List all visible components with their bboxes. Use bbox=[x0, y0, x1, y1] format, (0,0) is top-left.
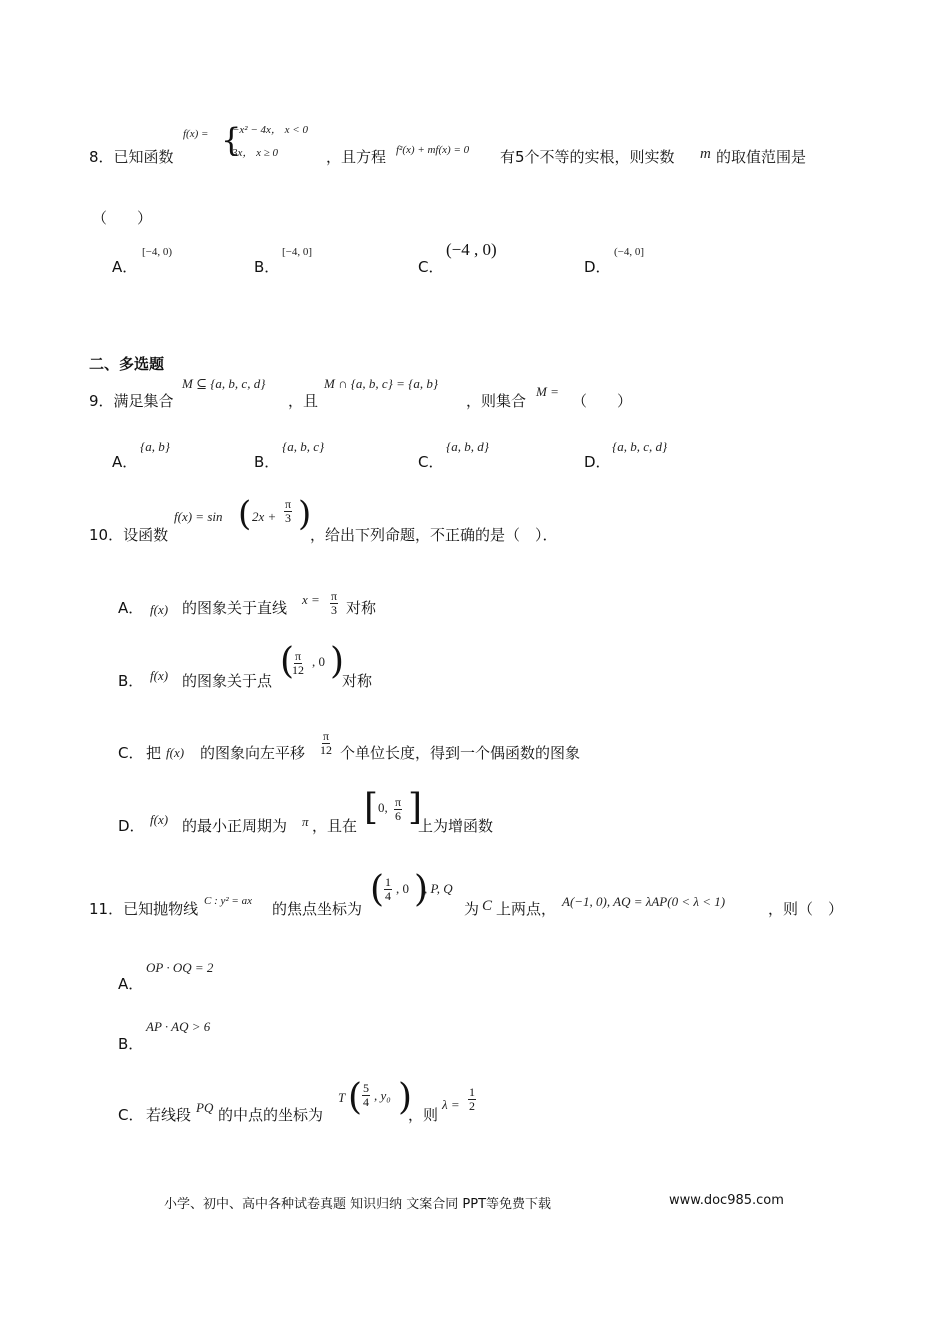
q10-d-fx: f(x) bbox=[150, 812, 169, 827]
q8-mid: ，且方程 bbox=[326, 148, 387, 166]
footer-url[interactable]: www.doc985.com bbox=[669, 1193, 784, 1208]
q10-func-frac-den: 3 bbox=[285, 511, 292, 525]
q11-focus-den: 4 bbox=[385, 889, 391, 903]
q11-c-lambda: λ = bbox=[442, 1097, 460, 1112]
q9-option-d-label: D． bbox=[584, 453, 611, 471]
q10-c-fraction bbox=[320, 730, 332, 757]
q11-focus-zero: , 0 bbox=[396, 881, 409, 896]
q9-option-a-value: {a, b} bbox=[140, 439, 170, 454]
q10-b-frac-den: 12 bbox=[292, 663, 304, 677]
q11-c-lambda-den: 2 bbox=[469, 1099, 475, 1113]
q10-a-label: A． bbox=[118, 599, 144, 617]
q11-pq: , P, Q bbox=[424, 881, 453, 896]
q11-c-text-3: ，则 bbox=[408, 1106, 439, 1124]
q11-mid-2: 为 bbox=[464, 900, 480, 918]
q10-a-fraction bbox=[330, 590, 338, 617]
q10-number: 10． bbox=[89, 526, 124, 544]
q9-prefix: 满足集合 bbox=[113, 392, 174, 410]
q9-number: 9． bbox=[89, 392, 114, 410]
q11-focus-fraction bbox=[384, 876, 392, 903]
q11-c-frac-den: 4 bbox=[363, 1095, 369, 1109]
q11-c-text-1: 若线段 bbox=[146, 1106, 192, 1124]
q11-number-and-prefix bbox=[89, 898, 198, 919]
q9-condition-2: M ∩ {a, b, c} = {a, b} bbox=[324, 376, 439, 391]
q10-d-text-2: ，且在 bbox=[312, 817, 358, 835]
footer-text: 小学、初中、高中各种试卷真题 知识归纳 文案合同 PPT等免费下载 bbox=[164, 1197, 552, 1212]
q11-c: C bbox=[482, 898, 493, 914]
q10-a-text-2: 对称 bbox=[346, 599, 377, 617]
q8-brace: { bbox=[221, 121, 242, 159]
q10-paren-open: ( bbox=[238, 494, 252, 534]
q10-number-and-prefix bbox=[89, 524, 168, 545]
q9-option-b-value: {a, b, c} bbox=[282, 439, 325, 454]
q11-condition: A(−1, 0), AQ = λAP(0 < λ < 1) bbox=[562, 894, 726, 909]
q10-d-text-1: 的最小正周期为 bbox=[182, 817, 288, 835]
q10-d-text-3: 上为增函数 bbox=[418, 817, 494, 835]
q11-c-paren-open: ( bbox=[348, 1077, 363, 1118]
q11-b-label: B． bbox=[118, 1035, 144, 1053]
q10-func-fraction bbox=[284, 498, 292, 525]
q9-number-and-prefix bbox=[89, 390, 174, 411]
q9-target: M = bbox=[536, 384, 559, 399]
q8-option-c-label: C． bbox=[418, 258, 444, 276]
q10-b-fx: f(x) bbox=[150, 668, 169, 683]
q8-suffix: 有5个不等的实根，则实数 bbox=[500, 148, 675, 166]
q10-a-frac-den: 3 bbox=[331, 603, 338, 617]
q11-c-lambda-fraction bbox=[468, 1086, 476, 1113]
section-title: 二、多选题 bbox=[89, 355, 165, 373]
q10-c-text-2: 的图象向左平移 bbox=[200, 744, 306, 762]
q11-c-fraction bbox=[362, 1082, 370, 1109]
q10-c-fx: f(x) bbox=[166, 745, 185, 760]
q9-suffix: ，则集合 bbox=[466, 392, 527, 410]
q10-a-eq: x = bbox=[302, 592, 320, 607]
q8-option-a-value: [−4, 0) bbox=[142, 246, 173, 258]
q10-func-left: f(x) = sin bbox=[174, 509, 223, 524]
q10-b-paren-open: ( bbox=[280, 641, 295, 682]
q9-option-d-value: {a, b, c, d} bbox=[612, 439, 668, 454]
q11-paren-close: ) bbox=[414, 869, 429, 910]
q8-number: 8． bbox=[89, 148, 114, 166]
q10-d-fraction bbox=[394, 796, 402, 823]
q8-bracket: （ ） bbox=[92, 209, 153, 227]
q11-c-T: T bbox=[338, 1090, 346, 1105]
q11-b-value: AP · AQ > 6 bbox=[146, 1019, 211, 1034]
q10-b-zero: , 0 bbox=[312, 654, 325, 669]
q8-option-d-label: D． bbox=[584, 258, 611, 276]
q8-piece-1: −x² − 4x， x < 0 bbox=[232, 124, 308, 136]
q9-option-c-label: C． bbox=[418, 453, 444, 471]
q10-d-frac-num: π bbox=[395, 795, 402, 809]
q11-a-value: OP · OQ = 2 bbox=[146, 960, 214, 975]
q11-c-frac-num: 5 bbox=[363, 1081, 369, 1095]
q10-b-text-1: 的图象关于点 bbox=[182, 672, 273, 690]
q10-b-paren-close: ) bbox=[330, 641, 345, 682]
q10-c-text-1: 把 bbox=[146, 744, 162, 762]
q10-c-frac-num: π bbox=[322, 729, 330, 743]
q10-d-bracket-open: [ bbox=[364, 787, 379, 828]
q10-suffix: ，给出下列命题，不正确的是（ ）． bbox=[310, 526, 558, 544]
q8-equation: f²(x) + mf(x) = 0 bbox=[396, 144, 470, 156]
q11-parabola: C : y² = ax bbox=[204, 895, 252, 907]
q8-number-and-prefix bbox=[89, 146, 174, 167]
q10-b-fraction bbox=[292, 650, 304, 677]
q11-c-lambda-num: 1 bbox=[469, 1085, 475, 1099]
q8-option-d-value: (−4, 0] bbox=[614, 246, 645, 258]
q9-mid: ，且 bbox=[288, 392, 319, 410]
q10-d-zero: 0, bbox=[378, 800, 388, 815]
q8-tail: 的取值范围是 bbox=[716, 148, 807, 166]
q10-d-frac-den: 6 bbox=[395, 809, 402, 823]
q8-option-b-value: [−4, 0] bbox=[282, 246, 313, 258]
q9-condition-1: M ⊆ {a, b, c, d} bbox=[182, 376, 266, 391]
q9-option-c-value: {a, b, d} bbox=[446, 439, 489, 454]
q10-a-text-1: 的图象关于直线 bbox=[182, 599, 288, 617]
q10-func-frac-num: π bbox=[285, 497, 292, 511]
q10-d-bracket-close: ] bbox=[408, 787, 423, 828]
q11-c-paren-close: ) bbox=[398, 1077, 413, 1118]
q8-var: m bbox=[700, 146, 711, 162]
q11-c-pq: PQ bbox=[196, 1100, 214, 1115]
q9-option-a-label: A． bbox=[112, 453, 138, 471]
q8-option-c-value: (−4 , 0) bbox=[446, 240, 497, 259]
q10-c-text-3: 个单位长度，得到一个偶函数的图象 bbox=[340, 744, 581, 762]
q11-prefix: 已知抛物线 bbox=[123, 900, 199, 918]
q10-b-text-2: 对称 bbox=[342, 672, 373, 690]
q8-piece-2: 3x， x ≥ 0 bbox=[232, 147, 279, 159]
q11-number: 11． bbox=[89, 900, 124, 918]
q10-b-frac-num: π bbox=[294, 649, 302, 663]
q10-b-label: B． bbox=[118, 672, 144, 690]
q10-a-frac-num: π bbox=[331, 589, 338, 603]
q11-a-label: A． bbox=[118, 975, 144, 993]
q11-mid-1: 的焦点坐标为 bbox=[272, 900, 363, 918]
q8-option-a-label: A． bbox=[112, 258, 138, 276]
q8-fx: f(x) = bbox=[183, 128, 209, 140]
q11-c-label: C． bbox=[118, 1106, 144, 1124]
q10-func-inner: 2x + bbox=[252, 509, 277, 524]
q11-mid-3: 上两点， bbox=[496, 900, 557, 918]
q11-paren-open: ( bbox=[370, 869, 385, 910]
q10-a-fx: f(x) bbox=[150, 602, 169, 617]
q11-focus-num: 1 bbox=[385, 875, 391, 889]
q10-prefix: 设函数 bbox=[123, 526, 169, 544]
q10-c-frac-den: 12 bbox=[320, 743, 332, 757]
q9-option-b-label: B． bbox=[254, 453, 280, 471]
q10-d-label: D． bbox=[118, 817, 145, 835]
q10-d-pi: π bbox=[302, 814, 309, 829]
q8-prefix: 已知函数 bbox=[113, 148, 174, 166]
q10-c-label: C． bbox=[118, 744, 144, 762]
q11-suffix: ，则（ ） bbox=[768, 900, 844, 918]
q8-option-b-label: B． bbox=[254, 258, 280, 276]
q11-c-text-2: 的中点的坐标为 bbox=[218, 1106, 324, 1124]
q9-bracket: （ ） bbox=[572, 392, 633, 410]
q11-c-y0: , y₀ bbox=[374, 1088, 391, 1103]
q10-paren-close: ) bbox=[298, 494, 312, 534]
